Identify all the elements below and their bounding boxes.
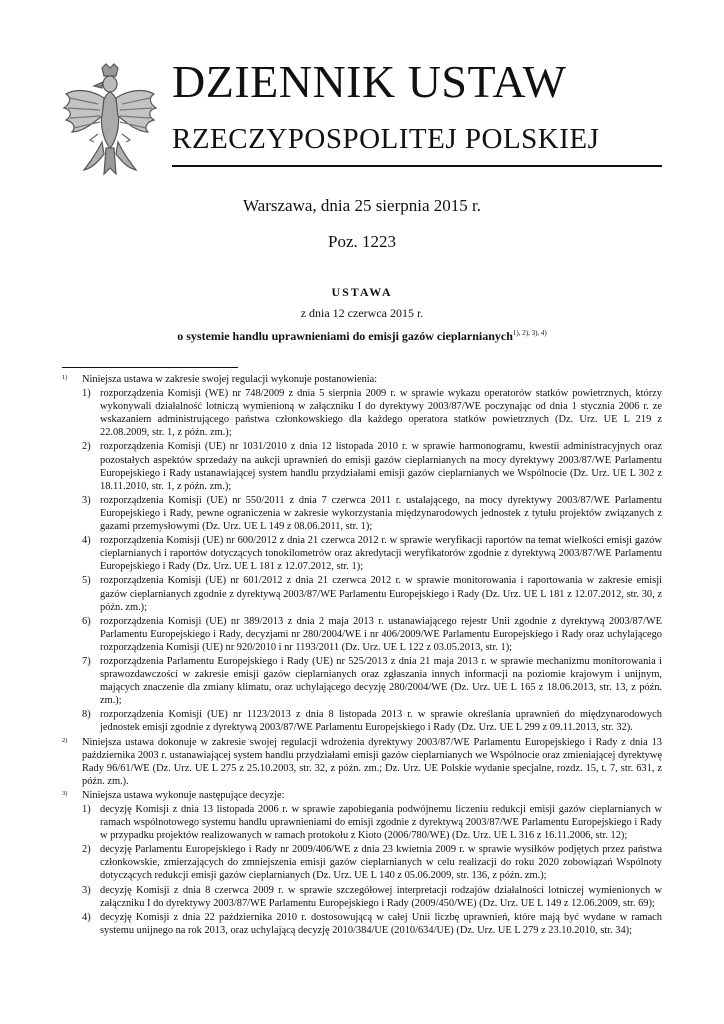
footnote-item-number: 2) — [82, 844, 91, 856]
footnote-item-text: rozporządzenia Parlamentu Europejskiego i Rady (UE) nr 525/2013 z dnia 21 maja 2013 r. w sprawie mechanizmu monitorowania i sprawozdawczości w zakresie emisji gazów cieplarnianych oraz zgłaszania innych informacji na poziomie krajowym i unijnym, mających znaczenie dla zmiany klimatu, oraz uchylającego decyzję 280/2004/WE (Dz. Urz. UE L 165 z 18.06.2013, str. 13, z późn. zm.); — [100, 655, 662, 707]
footnote-number: 3) — [62, 789, 68, 797]
polish-eagle-emblem-icon — [62, 62, 158, 182]
act-date: z dnia 12 czerwca 2015 r. — [300, 306, 424, 320]
footnote-item-number: 7) — [82, 655, 91, 667]
journal-subtitle: RZECZYPOSPOLITEJ POLSKIEJ — [172, 123, 600, 155]
footnote-intro: Niniejsza ustawa wykonuje następujące decyzje: — [82, 789, 285, 801]
footnote-item-text: rozporządzenia Komisji (UE) nr 389/2013 z dnia 2 maja 2013 r. ustanawiającego rejestr Unii zgodnie z dyrektywą 2003/87/WE Parlamentu Europejskiego i Rady, decyzjami nr 280/2004/WE i nr 406/2009/WE Parlamentu Europejskiego i Rady oraz uchylającego rozporządzenia Komisji (UE) nr 920/2010 i nr 1193/2011 (Dz. Urz. UE L 122 z 03.05.2013, str. 1); — [100, 615, 662, 653]
footnote-item — [82, 494, 662, 533]
footnote-item-text: rozporządzenia Komisji (UE) nr 1031/2010 z dnia 12 listopada 2010 r. w sprawie harmonogramu, kwestii administracyjnych oraz pozostałych aspektów sprzedaży na aukcji uprawnień do emisji gazów cieplarnianych na mocy dyrektywy 2003/87/WE Parlamentu Europejskiego i Rady ustanawiającej system handlu przydziałami emisji gazów cieplarnianych we Wspólnocie (Dz. Urz. UE L 302 z 18.11.2010, str. 1, z późn. zm.); — [100, 441, 662, 492]
header-divider — [172, 165, 662, 167]
footnote-item-text: decyzję Parlamentu Europejskiego i Rady nr 2009/406/WE z dnia 23 kwietnia 2009 r. w sprawie wysiłków podjętych przez państwa członkowskie, zmierzających do zmniejszenia emisji gazów cieplarnianych w celu realizacji do roku 2020 zobowiązań Wspólnoty dotyczących redukcji emisji gazów cieplarnianych (Dz. Urz. UE L 140 z 05.06.2009, str. 136, z późn. zm.); — [100, 844, 662, 882]
footnote-item — [82, 843, 662, 882]
footnote-item-text: rozporządzenia Komisji (UE) nr 601/2012 z dnia 21 czerwca 2012 r. w sprawie monitorowania i raportowania w zakresie emisji gazów cieplarnianych zgodnie z dyrektywą 2003/87/WE Parlamentu Europejskiego i Rady (Dz. Urz. UE L 181 z 12.07.2012, str. 30, z późn. zm.); — [100, 575, 662, 613]
footnote-item-number: 3) — [82, 494, 91, 506]
footnote-item-number: 2) — [82, 441, 91, 453]
footnote-item-number: 4) — [82, 535, 91, 547]
footnote-item-number: 6) — [82, 615, 91, 627]
footnote-item-number: 8) — [82, 709, 91, 721]
footnote-item — [82, 884, 662, 910]
footnote-item-text: decyzję Komisji z dnia 13 listopada 2006 r. w sprawie zapobiegania podwójnemu liczeniu redukcji emisji gazów cieplarnianych w ramach wspólnotowego systemu handlu uprawnieniami do emisji zgodnie z dyrektywą 2003/87/WE Parlamentu Europejskiego i Rady w przypadku projektów realizowanych w ramach protokołu z Kioto (2006/780/WE) (Dz. Urz. UE L 316 z 16.11.2006, str. 12); — [100, 804, 662, 842]
footnote-item — [82, 534, 662, 573]
footnote-item-text: rozporządzenia Komisji (UE) nr 600/2012 z dnia 21 czerwca 2012 r. w sprawie weryfikacji raportów na temat wielkości emisji gazów cieplarnianych i raportów dotyczących tonokilometrów oraz akredytacji weryfikatorów zgodnie z dyrektywą 2003/87/WE Parlamentu Europejskiego i Rady (Dz. Urz. UE L 181 z 12.07.2012, str. 1); — [100, 535, 662, 573]
footnote-item — [82, 440, 662, 492]
footnote-item — [82, 655, 662, 707]
footnote-item — [82, 574, 662, 613]
footnote-item-number: 1) — [82, 804, 91, 815]
footnote-number: 2) — [62, 736, 68, 744]
footnote-item-number: 3) — [82, 884, 91, 896]
footnote-2 — [62, 736, 662, 788]
footnote-3 — [62, 789, 662, 937]
footnote-item-number: 4) — [82, 911, 91, 923]
footnote-item — [82, 708, 662, 734]
position-number: Poz. 1223 — [328, 232, 396, 251]
footnote-item-text: rozporządzenia Komisji (WE) nr 748/2009 z dnia 5 sierpnia 2009 r. w sprawie wykazu operatorów statków powietrznych, którzy wykonywali działalność lotniczą wymienioną w załączniku I do dyrektywy 2003/87/WE poczynając od dnia 1 stycznia 2006 r. ze wskazaniem administrującego państwa członkowskiego dla każdego operatora statków powietrznych (Dz. Urz. UE L 219 z 22.08.2009, str. 1, z późn. zm.); — [100, 388, 662, 439]
place-and-date: Warszawa, dnia 25 sierpnia 2015 r. — [243, 196, 481, 215]
footnote-item — [82, 387, 662, 439]
act-type: USTAWA — [331, 285, 393, 299]
footnote-item-text: decyzję Komisji z dnia 8 czerwca 2009 r. w sprawie szczegółowej interpretacji rodzajów działalności lotniczej wymienionych w załączniku I do dyrektywy 2003/87/WE Parlamentu Europejskiego i Rady (2009/450/WE) (Dz. Urz. UE L 149 z 12.06.2009, str. 69); — [100, 884, 662, 909]
footnote-item — [82, 615, 662, 654]
footnote-item — [82, 803, 662, 842]
footnote-text: Niniejsza ustawa dokonuje w zakresie swojej regulacji wdrożenia dyrektywy 2003/87/WE Parlamentu Europejskiego i Rady z dnia 13 października 2003 r. ustanawiającej system handlu przydziałami emisji gazów cieplarnianych we Wspólnocie oraz zmieniającej dyrektywę Rady 96/61/WE (Dz. Urz. UE L 275 z 25.10.2003, str. 32, z późn. zm.; Dz. Urz. UE Polskie wydanie specjalne, rozdz. 15, t. 7, str. 631, z późn. zm.). — [82, 736, 662, 787]
footnote-item-number: 5) — [82, 575, 91, 587]
footnote-item-text: decyzję Komisji z dnia 22 października 2010 r. dostosowującą w całej Unii liczbę uprawnień, które mają być wydane w ramach systemu unijnego na rok 2013, oraz uchylającą decyzję 2010/384/UE (2010/634/UE) (Dz. Urz. UE L 279 z 23.10.2010, str. 34); — [100, 911, 662, 936]
footnote-item — [82, 911, 662, 937]
footnote-1 — [62, 373, 662, 735]
act-title — [0, 329, 724, 344]
footnote-divider — [62, 367, 238, 368]
footnote-item-number: 1) — [82, 388, 91, 400]
act-title-footnote-refs: 1), 2), 3), 4) — [512, 329, 547, 337]
footnote-intro: Niniejsza ustawa w zakresie swojej regulacji wykonuje postanowienia: — [82, 374, 378, 385]
journal-title: DZIENNIK USTAW — [172, 56, 567, 107]
footnote-item-text: rozporządzenia Komisji (UE) nr 1123/2013 z dnia 8 listopada 2013 r. w sprawie określania uprawnień do międzynarodowych jednostek emisji zgodnie z dyrektywą 2003/87/WE Parlamentu Europejskiego i Rady (Dz. Urz. UE L 299 z 09.11.2013, str. 32). — [100, 709, 662, 734]
footnotes — [62, 373, 662, 938]
act-title-text: o systemie handlu uprawnieniami do emisji gazów cieplarnianych — [177, 329, 513, 343]
footnote-item-text: rozporządzenia Komisji (UE) nr 550/2011 z dnia 7 czerwca 2011 r. ustalającego, na mocy dyrektywy 2003/87/WE Parlamentu Europejskiego i Rady, pewne ograniczenia w zakresie wykorzystania międzynarodowych jednostek z tytułu projektów związanych z gazami przemysłowymi (Dz. Urz. UE L 149 z 08.06.2011, str. 1); — [100, 494, 662, 533]
footnote-number: 1) — [62, 374, 68, 381]
